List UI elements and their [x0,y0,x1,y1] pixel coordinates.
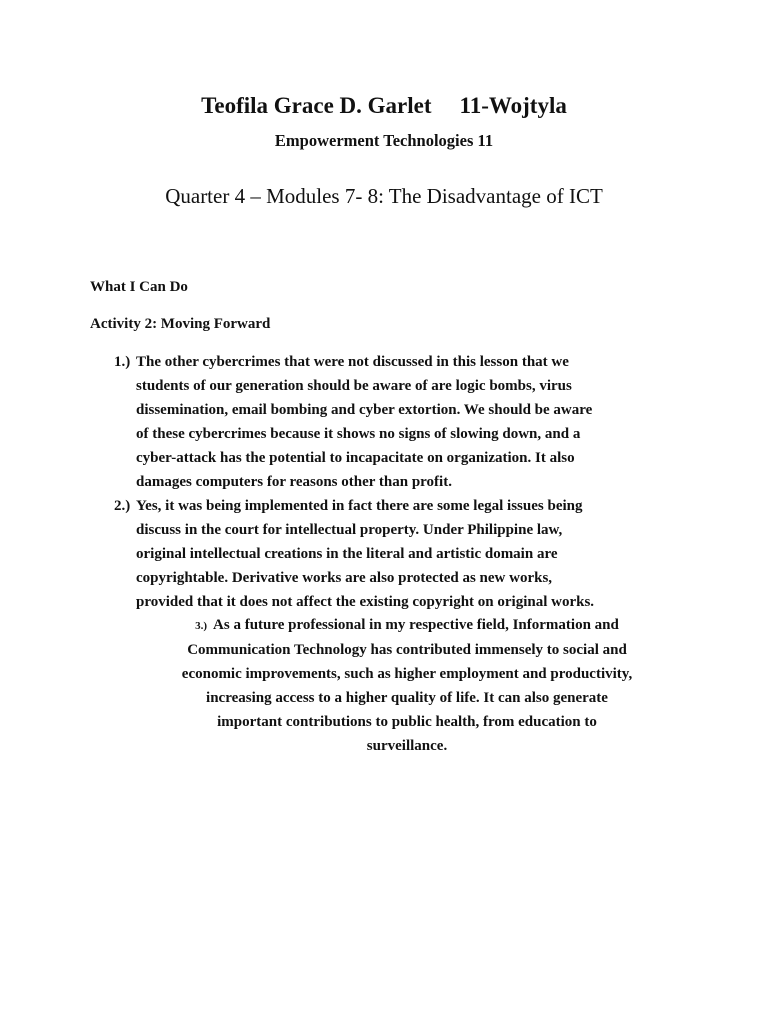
item-line: provided that it does not affect the existing copyright on original works. [136,594,595,610]
item-number: 2.) [114,498,131,514]
item-line: dissemination, email bombing and cyber extortion. We should be aware [136,402,593,418]
document-title [0,93,768,119]
item-line: Communication Technology has contributed immensely to social and [187,642,627,658]
module-title: Quarter 4 – Modules 7- 8: The Disadvantage of ICT [165,184,603,208]
item-number: 1.) [114,354,131,370]
item-line: The other cybercrimes that were not discussed in this lesson that we [136,354,569,370]
item-line: of these cybercrimes because it shows no signs of slowing down, and a [136,426,581,442]
item-line: discuss in the court for intellectual property. Under Philippine law, [136,522,563,538]
item-line: damages computers for reasons other than profit. [136,474,452,490]
item-line: economic improvements, such as higher employment and productivity, [181,666,633,682]
student-section: 11-Wojtyla [459,93,567,118]
item-line: surveillance. [366,738,448,754]
section-heading-what-i-can-do: What I Can Do [90,279,188,295]
answer-item-2 [114,494,694,614]
answer-item-3 [100,613,714,758]
item-number: 3.) [195,620,208,632]
item-line: original intellectual creations in the literal and artistic domain are [136,546,558,562]
item-line: important contributions to public health, from education to [217,714,597,730]
item-line: increasing access to a higher quality of life. It can also generate [206,690,608,706]
student-name: Teofila Grace D. Garlet [201,93,432,118]
subject-title: Empowerment Technologies 11 [274,131,494,150]
item-line: Yes, it was being implemented in fact there are some legal issues being [136,498,583,514]
section-heading-activity: Activity 2: Moving Forward [90,316,271,332]
item-line: copyrightable. Derivative works are also protected as new works, [136,570,553,586]
answer-item-1 [114,350,674,494]
item-line: As a future professional in my respective field, Information and [213,617,619,633]
item-line: cyber-attack has the potential to incapacitate on organization. It also [136,450,575,466]
item-line: students of our generation should be aware of are logic bombs, virus [136,378,572,394]
